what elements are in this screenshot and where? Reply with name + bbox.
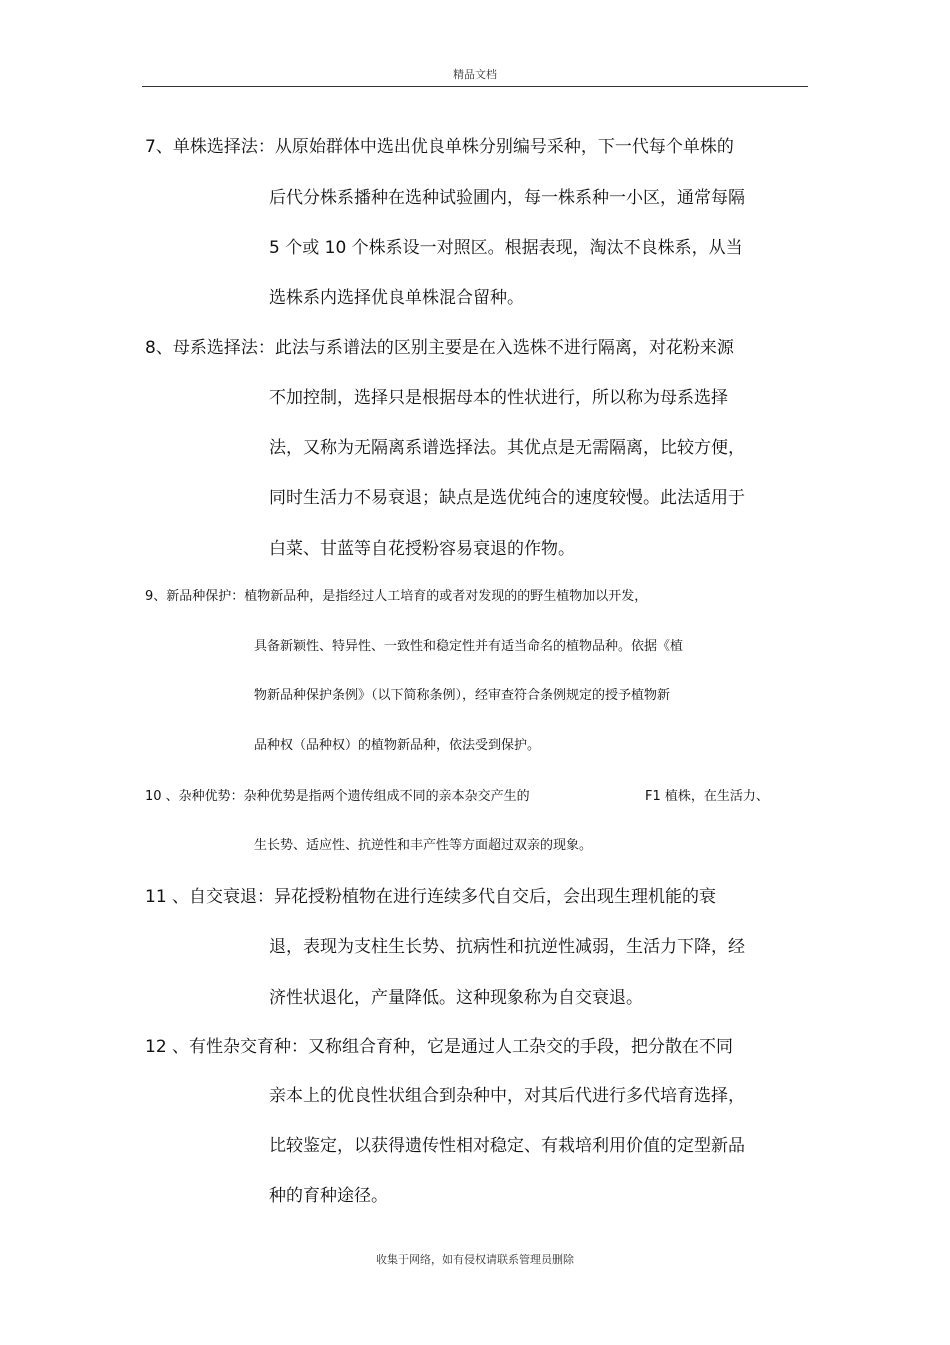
entry-7-line-3: 5 个或 10 个株系设一对照区。根据表现，淘汰不良株系，从当 [269,238,743,258]
page-header: 精品文档 [453,68,497,81]
entry-8-line-4: 同时生活力不易衰退；缺点是选优纯合的速度较慢。此法适用于 [269,488,745,508]
entry-8-line-1: 8、母系选择法：此法与系谱法的区别主要是在入选株不进行隔离，对花粉来源 [145,338,734,358]
entry-8-line-5: 白菜、甘蓝等自花授粉容易衰退的作物。 [269,539,575,559]
entry-8-line-3: 法，又称为无隔离系谱选择法。其优点是无需隔离，比较方便， [269,438,745,458]
entry-12-line-4: 种的育种途径。 [269,1186,388,1206]
entry-10-line-1: 10 、杂种优势：杂种优势是指两个遗传组成不同的亲本杂交产生的 [145,789,530,804]
entry-7-line-2: 后代分株系播种在选种试验圃内，每一株系种一小区，通常每隔 [269,188,745,208]
entry-10-line-2: 生长势、适应性、抗逆性和丰产性等方面超过双亲的现象。 [254,838,593,853]
entry-11-line-3: 济性状退化，产量降低。这种现象称为自交衰退。 [269,988,643,1008]
entry-11-line-2: 退，表现为支柱生长势、抗病性和抗逆性减弱，生活力下降，经 [269,937,745,957]
entry-11-line-1: 11 、自交衰退：异花授粉植物在进行连续多代自交后，会出现生理机能的衰 [145,887,717,907]
page-footer: 收集于网络，如有侵权请联系管理员删除 [376,1253,574,1266]
entry-12-line-3: 比较鉴定，以获得遗传性相对稳定、有栽培利用价值的定型新品 [269,1136,745,1156]
entry-7-line-1: 7、单株选择法：从原始群体中选出优良单株分别编号采种，下一代每个单株的 [145,137,734,157]
entry-9-line-3: 物新品种保护条例》（以下简称条例），经审查符合条例规定的授予植物新 [254,688,671,703]
header-divider [142,86,808,87]
entry-12-line-2: 亲本上的优良性状组合到杂种中，对其后代进行多代培育选择， [269,1086,745,1106]
entry-9-line-4: 品种权（品种权）的植物新品种，依法受到保护。 [254,738,541,753]
entry-7-line-4: 选株系内选择优良单株混合留种。 [269,288,524,308]
entry-10-line-1-continued: F1 植株，在生活力、 [645,789,769,804]
entry-8-line-2: 不加控制，选择只是根据母本的性状进行，所以称为母系选择 [269,388,728,408]
entry-9-line-1: 9、新品种保护：植物新品种，是指经过人工培育的或者对发现的的野生植物加以开发， [145,589,648,604]
entry-12-line-1: 12 、有性杂交育种：又称组合育种，它是通过人工杂交的手段，把分散在不同 [145,1037,734,1057]
entry-9-line-2: 具备新颖性、特异性、一致性和稳定性并有适当命名的植物品种。依据《植 [254,639,684,654]
